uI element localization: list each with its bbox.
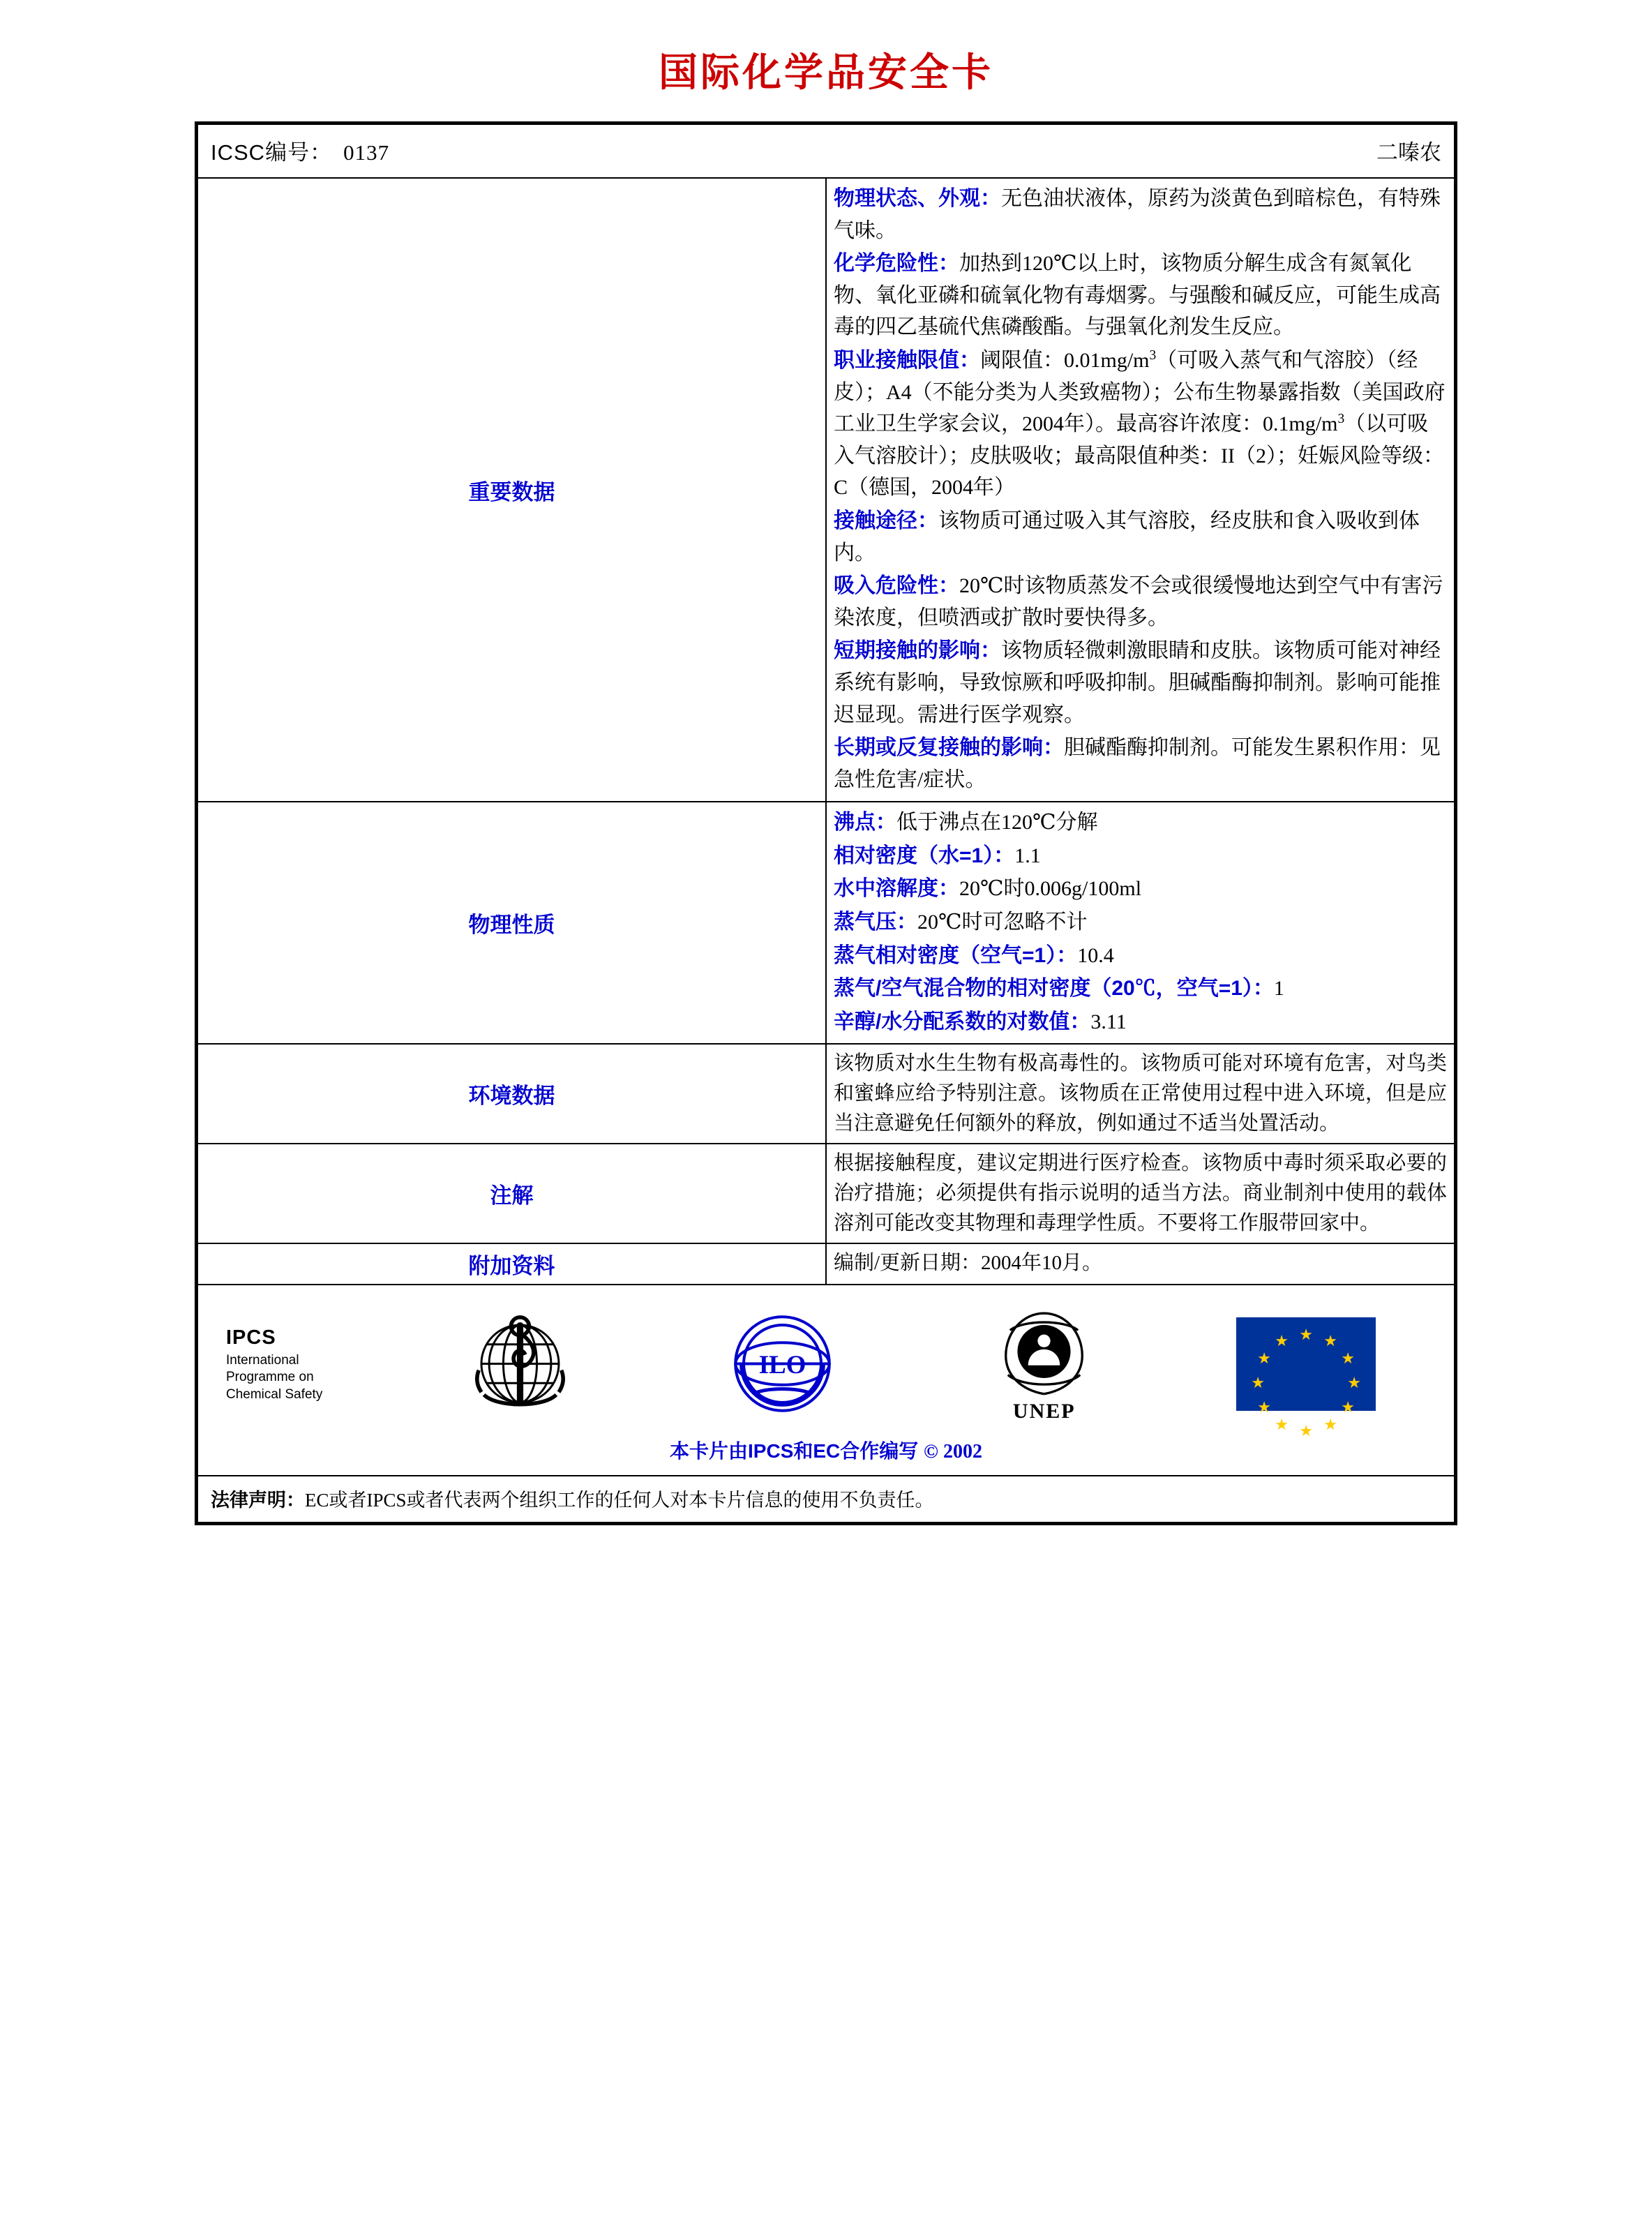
important-data-label: 重要数据 xyxy=(198,178,826,802)
entry-text-2: （可吸入蒸气和气溶胶）（经皮）；A4（不能分类为人类致癌物）；公布生物暴露指数（美国政府工业卫生学家会议，2004年）。最高容许浓度：0.1mg/m xyxy=(834,348,1446,436)
prop-label: 相对密度（水=1）： xyxy=(834,844,1015,867)
entry-label: 长期或反复接触的影响： xyxy=(834,736,1064,760)
prop-boiling-point xyxy=(834,807,1447,839)
prop-value: 3.11 xyxy=(1090,1010,1127,1033)
prop-label: 蒸气/空气混合物的相对密度（20℃，空气=1）： xyxy=(834,977,1274,1001)
entry-long-term-effects xyxy=(834,732,1447,795)
prop-label: 沸点： xyxy=(834,811,896,835)
entry-superscript-2: 3 xyxy=(1337,412,1345,427)
prop-value: 20℃时可忽略不计 xyxy=(917,911,1088,934)
entry-chemical-dangers xyxy=(834,248,1447,343)
page xyxy=(0,42,1652,1525)
entry-text: 该物质可通过吸入其气溶胶，经皮肤和食入吸收到体内。 xyxy=(834,509,1420,564)
entry-superscript-1: 3 xyxy=(1149,347,1157,363)
entry-text: 无色油状液体，原药为淡黄色到暗棕色，有特殊气味。 xyxy=(834,187,1441,242)
important-data-row xyxy=(198,178,1454,802)
prop-vapour-pressure xyxy=(834,906,1447,938)
entry-physical-state xyxy=(834,183,1447,246)
unep-emblem xyxy=(990,1305,1098,1402)
entry-text-3: （以可吸入气溶胶计）；皮肤吸收；最高限值种类：II（2）；妊娠风险等级：C（德国，2004年） xyxy=(834,412,1444,500)
eu-flag-slot xyxy=(1176,1298,1438,1439)
ipcs-full-line3: Chemical Safety xyxy=(226,1386,323,1402)
entry-routes-of-exposure xyxy=(834,505,1447,569)
ipcs-acronym: IPCS xyxy=(226,1326,276,1349)
prop-relative-density xyxy=(834,840,1447,872)
entry-label: 职业接触限值： xyxy=(834,348,980,372)
environmental-data-row xyxy=(198,1044,1454,1144)
physical-properties-content xyxy=(826,802,1454,1044)
environmental-data-label: 环境数据 xyxy=(198,1044,826,1144)
additional-info-content xyxy=(826,1243,1454,1285)
prop-vapour-relative-density xyxy=(834,940,1447,972)
prop-label: 水中溶解度： xyxy=(834,877,959,901)
who-logo xyxy=(456,1299,585,1428)
entry-label: 吸入危险性： xyxy=(834,574,959,598)
additional-info-label: 附加资料 xyxy=(198,1243,826,1285)
entry-label: 短期接触的影响： xyxy=(834,639,1001,663)
prop-vapour-air-mixture-density xyxy=(834,973,1447,1005)
prop-value: 20℃时0.006g/100ml xyxy=(959,877,1142,901)
additional-info-row xyxy=(198,1243,1454,1285)
eu-flag: ★ ★ ★ ★ ★ ★ ★ ★ ★ ★ ★ ★ xyxy=(1236,1317,1376,1411)
substance-name: 二嗪农 xyxy=(1376,140,1441,165)
ipcs-ec-credit xyxy=(198,1435,1454,1475)
notes-label: 注解 xyxy=(198,1144,826,1243)
footer-logos-row xyxy=(198,1285,1454,1476)
entry-text: 20℃时该物质蒸发不会或很缓慢地达到空气中有害污染浓度，但喷洒或扩散时要快得多。 xyxy=(834,574,1443,629)
legal-notice-text: EC或者IPCS或者代表两个组织工作的任何人对本卡片信息的使用不负责任。 xyxy=(305,1489,934,1511)
prop-value: 10.4 xyxy=(1077,943,1114,967)
credit-copyright: © 2002 xyxy=(924,1440,982,1462)
unep-logo-slot xyxy=(913,1298,1176,1430)
entry-occupational-limits xyxy=(834,345,1447,504)
icsc-table xyxy=(198,125,1454,1522)
ipcs-full-line2: Programme on xyxy=(226,1370,314,1385)
icsc-number-group xyxy=(211,135,389,166)
ipcs-wordmark xyxy=(215,1325,389,1403)
entry-inhalation-risk xyxy=(834,570,1447,634)
legal-notice-cell xyxy=(198,1476,1454,1522)
page-title: 国际化学品安全卡 xyxy=(659,50,993,94)
environmental-data-content xyxy=(826,1044,1454,1144)
environmental-data-text: 该物质对水生生物有极高毒性的。该物质可能对环境有危害，对鸟类和蜜蜂应给予特别注意。该物质在正常使用过程中进入环境，但是应当注意避免任何额外的释放，例如通过不适当处置活动。 xyxy=(834,1052,1447,1135)
entry-label: 接触途径： xyxy=(834,509,938,532)
icsc-number-value: 0137 xyxy=(343,140,390,165)
prop-label: 辛醇/水分配系数的对数值： xyxy=(834,1010,1091,1033)
legal-notice-row xyxy=(198,1476,1454,1522)
entry-text-1: 阈限值：0.01mg/m xyxy=(980,348,1150,372)
entry-short-term-effects xyxy=(834,635,1447,731)
ipcs-full-line1: International xyxy=(226,1352,299,1368)
footer-logos-cell xyxy=(198,1285,1454,1476)
physical-properties-row xyxy=(198,802,1454,1044)
prop-value: 1 xyxy=(1273,977,1284,1001)
entry-label: 物理状态、外观： xyxy=(834,187,1001,210)
notes-text: 根据接触程度，建议定期进行医疗检查。该物质中毒时须采取必要的治疗措施；必须提供有指示说明的适当方法。商业制剂中使用的载体溶剂可能改变其物理和毒理学性质。不要将工作服带回家中。 xyxy=(834,1152,1447,1234)
prop-label: 蒸气相对密度（空气=1）： xyxy=(834,943,1078,967)
notes-row xyxy=(198,1144,1454,1243)
physical-properties-label: 物理性质 xyxy=(198,802,826,1044)
icsc-number-label: ICSC编号： xyxy=(211,140,333,165)
entry-text: 胆碱酯酶抑制剂。可能发生累积作用：见急性危害/症状。 xyxy=(834,736,1441,791)
unep-label: UNEP xyxy=(1012,1399,1076,1423)
card-header-row xyxy=(198,125,1454,178)
notes-content xyxy=(826,1144,1454,1243)
prop-value: 1.1 xyxy=(1014,844,1041,867)
prop-water-solubility xyxy=(834,873,1447,905)
who-logo-slot xyxy=(389,1298,652,1430)
entry-text: 加热到120℃以上时，该物质分解生成含有氮氧化物、氧化亚磷和硫氧化物有毒烟雾。与强酸和碱反应，可能生成高毒的四乙基硫代焦磷酸酯。与强氧化剂发生反应。 xyxy=(834,252,1441,339)
ilo-logo-slot xyxy=(652,1298,914,1430)
credit-text: 本卡片由IPCS和EC合作编写 xyxy=(670,1439,919,1462)
icsc-card xyxy=(195,121,1457,1525)
prop-logpow xyxy=(834,1006,1447,1038)
prop-label: 蒸气压： xyxy=(834,911,917,934)
card-header-cell xyxy=(198,125,1454,178)
legal-notice-label: 法律声明： xyxy=(211,1489,305,1511)
entry-label: 化学危险性： xyxy=(834,252,959,276)
entry-text: 该物质轻微刺激眼睛和皮肤。该物质可能对神经系统有影响，导致惊厥和呼吸抑制。胆碱酯酶抑制剂。影响可能推迟显现。需进行医学观察。 xyxy=(834,639,1441,726)
svg-text:ILO: ILO xyxy=(758,1351,806,1380)
ilo-logo xyxy=(718,1303,847,1425)
important-data-content xyxy=(826,178,1454,802)
prop-value: 低于沸点在120℃分解 xyxy=(896,811,1098,835)
additional-info-text: 编制/更新日期：2004年10月。 xyxy=(834,1251,1103,1274)
